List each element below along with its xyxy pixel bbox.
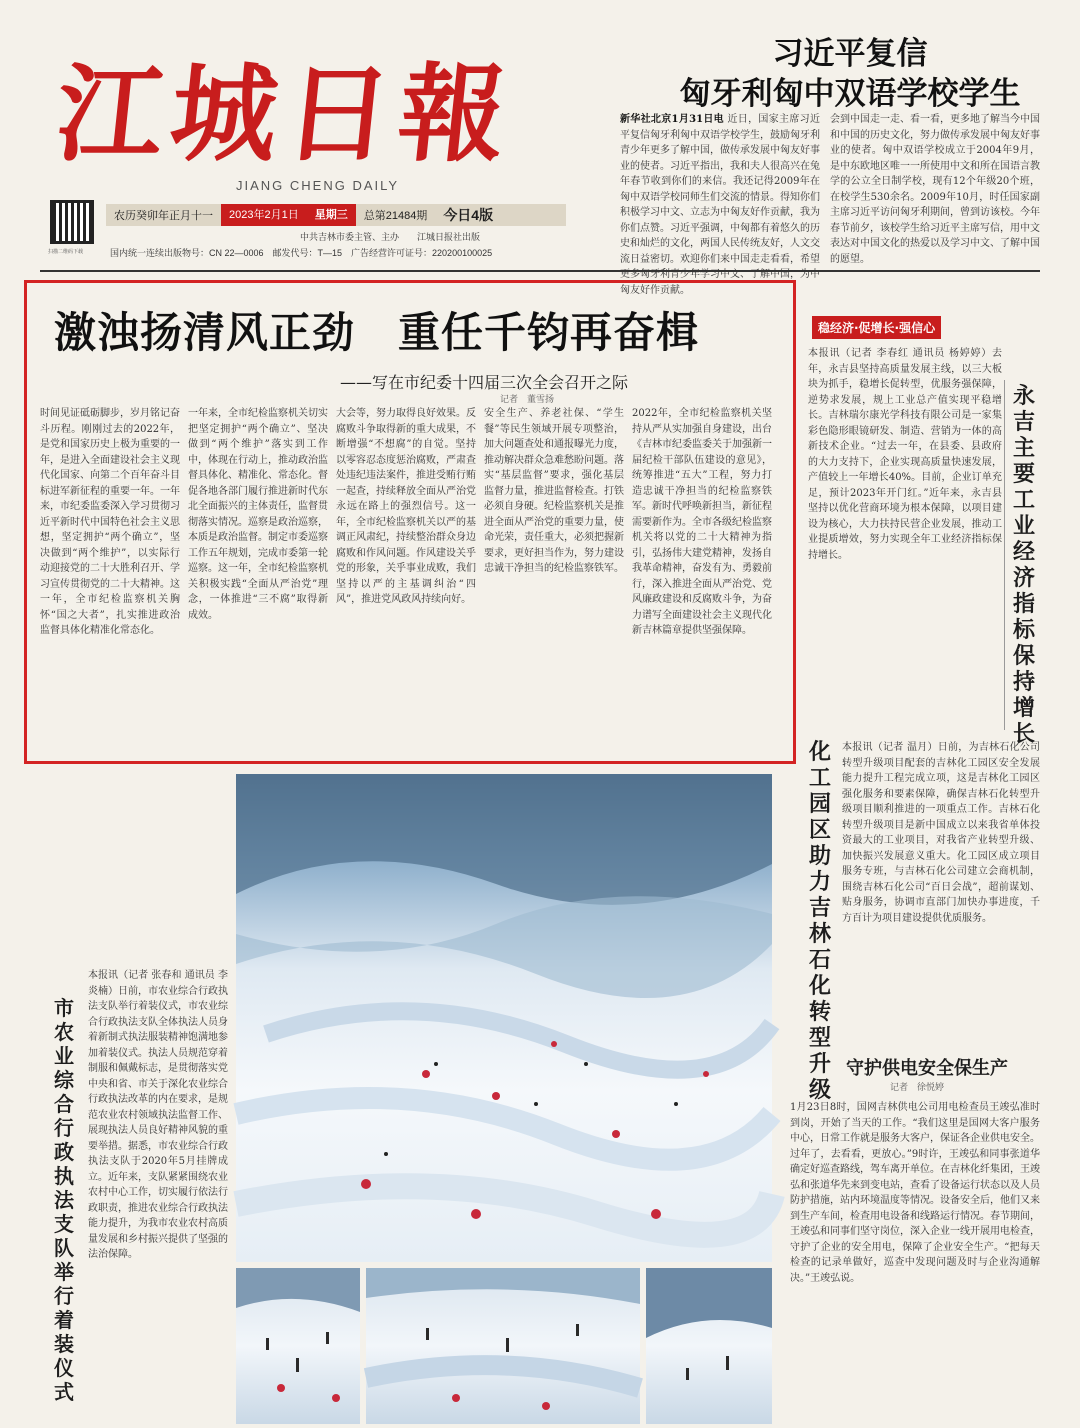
feature-column-4: 安全生产、养老社保、“学生餐”等民生领域开展专项整治，加大问题查处和通报曝光力度，推动解决群众急难愁盼问题。落实“基层监督”要求，强化基层监督力量，推进监督检查。打铁必须自身硬。纪检监察机关是推进全面从严治党的重要力量，使命光荣，责任重大，必须把握新要求，更好担当作为，努力建设忠诚干净担当的纪检监察铁军。 <box>484 408 624 574</box>
feature-subtitle: ——写在市纪委十四届三次全会召开之际 <box>340 373 629 392</box>
masthead <box>48 30 608 193</box>
power-supply-headline: 守护供电安全保生产 <box>846 1058 1008 1079</box>
feature-column-5: 2022年，全市纪检监察机关坚持从严从实加强自身建设，出台《吉林市纪委监委关于加强新一届纪检干部队伍建设的意见》，统筹推进“五大”工程，努力打造忠诚干净担当的纪检监察铁军。新时代呼唤新担当，新征程需要新作为。全市各级纪检监察机关将以党的二十大精神为指引，弘扬伟大建党精神，发扬自我革命精神，奋发有为、勇毅前行，深入推进全面从严治党、党风廉政建设和反腐败斗争，为奋力谱写全面建设社会主义现代化新吉林篇章提供坚强保障。 <box>632 408 772 636</box>
sponsor-line: 中共吉林市委主管、主办 江城日报社出版 <box>300 232 481 242</box>
lead-body-left: 近日，国家主席习近平复信匈牙利匈中双语学校学生，鼓励匈牙利青少年更多了解中国，做传承发展中匈友好事业的使者。习近平指出，我和夫人很高兴在兔年春节收到你们的来信。我还记得2009年在匈中双语学校同师生们交流的情景。得知你们积极学习中文、立志为中匈友好作贡献，我为你们点赞。习近平强调，中匈都有着悠久的历史和灿烂的文化，两国人民传统友好，人文交流日益密切。欢迎你们来中国走走看看，希望更多匈牙利青少年学习中文、了解中国，为中匈友好作贡献。 <box>620 114 820 296</box>
lead-text-left <box>620 112 820 296</box>
lead-headline-line1: 习近平复信 <box>772 36 928 72</box>
snow-figures-illustration-2 <box>366 1268 640 1424</box>
lead-body-right: 会到中国走一走、看一看，更多地了解当今中国和中国的历史文化，努力做传承发展中匈友好事业的使者。匈中双语学校成立于2004年9月，是中东欧地区唯一一所使用中文和所在国语言教学的公立全日制学校，现有12个年级20个班，在校学生530余名。2009年10月，时任国家副主席习近平访问匈牙利期间，曾到访该校。今年春节前夕，该校学生给习近平主席写信，用中文表达对中国文化的热爱以及学习中文、了解中国的愿望。 <box>830 114 1040 265</box>
masthead-pinyin: JIANG CHENG DAILY <box>236 178 400 193</box>
lunar-date: 农历癸卯年正月十一 <box>114 210 213 222</box>
lead-dateline: 新华社北京1月31日电 <box>620 114 724 125</box>
header-divider <box>40 270 1040 272</box>
snow-park-photo <box>236 774 772 1262</box>
snow-photo-small-2 <box>366 1268 640 1424</box>
yongji-vertical-headline: 永吉主要工业经济指标保持增长 <box>1012 384 1035 747</box>
yongji-article-text: 本报讯（记者 李春红 通讯员 杨婷婷）去年，永吉县坚持高质量发展主线，以三大板块为抓手，稳增长促转型，优服务强保障，逆势求发展，规上工业总产值实现平稳增长。吉林瑞尔康光学科技有限公司是一家集彩色隐形眼镜研发、制造、营销为一体的高新技术企业。“过去一年，在县委、县政府的大力支持下，企业实现高质量快速发展，产值较上一年增长40%。目前，企业订单充足，预计2023年开门红。”近年来，永吉县坚持以优化营商环境为根本保障，以项目建设为核心，大力扶持民营企业发展，推动工业提质增效，努力实现全年工业经济指标保持增长。 <box>808 348 1002 561</box>
masthead-title: 江城日報 <box>50 51 520 176</box>
agri-vertical-headline: 市农业综合行政执法支队举行着装仪式 <box>54 996 74 1404</box>
column-divider <box>1004 380 1005 730</box>
snow-park-illustration <box>236 774 772 1262</box>
feature-byline: 记者 董雪扬 <box>500 395 555 405</box>
feature-headline: 激浊扬清风正劲 重任千钧再奋楫 <box>54 308 700 357</box>
snow-photo-small-1 <box>236 1268 360 1424</box>
snow-figures-illustration-1 <box>236 1268 360 1424</box>
chemical-park-article-text: 本报讯（记者 温月）日前，为吉林石化公司转型升级项目配套的吉林化工园区安全发展能力提升工程完成立项，这是吉林化工园区强化服务和要素保障，确保吉林石化转型升级项目顺利推进的一项重点工作。吉林石化转型升级项目是新中国成立以来我省单体投资最大的工业项目，对我省产业转型升级、加快振兴发展意义重大。化工园区成立项目服务专班，与吉林石化公司建立会商机制，围绕吉林石化公司“百日会战”，超前谋划、贴身服务，协调市直部门加快办事进度，千方百计为项目建设提供优质服务。 <box>842 742 1040 924</box>
lead-headline-line2: 匈牙利匈中双语学校学生 <box>679 76 1021 112</box>
agri-article-text: 本报讯（记者 张春和 通讯员 李炎楠）日前，市农业综合行政执法支队举行着装仪式，市农业综合行政执法支队全体执法人员身着新制式执法服装精神饱满地参加着装仪式。执法人员规范穿着制服和佩戴标志，是贯彻落实党中央和省、市关于深化农业综合行政执法改革的内在要求，是规范农业农村领域执法监督工作、展现执法人员良好精神风貌的重要举措。据悉，市农业综合行政执法支队于2020年5月挂牌成立。近年来，支队紧紧围绕农业农村中心工作，切实履行依法行政职责，推进农业综合行政执法能力提升，为我市农业农村高质量发展和乡村振兴提供了坚强的法治保障。 <box>88 970 228 1260</box>
feature-column-2: 一年来，全市纪检监察机关切实把坚定拥护“两个确立”、坚决做到“两个维护”落实到工作中，体现在行动上，推动政治监督具体化、精准化、常态化。督促各地各部门履行推进新时代东北全面振兴的主体责任，监督贯彻落实情况。巡察是政治巡察，本质是政治监督。制定市委巡察工作五年规划，完成市委第一轮巡察。这一年，全市纪检监察机关积极实践“全面从严治党”理念，一体推进“三不腐”取得新成效。 <box>188 408 328 621</box>
publication-number-line: 国内统一连续出版物号：CN 22—0006 邮发代号：T—15 广告经营许可证号：220200100025 <box>110 248 493 258</box>
feature-column-1: 时间见证砥砺脚步，岁月铭记奋斗历程。刚刚过去的2022年，是党和国家历史上极为重要的一年，是进入全面建设社会主义现代化国家、向第二个百年奋斗目标进军新征程的重要一年。一年来，市纪委监委深入学习贯彻习近平新时代中国特色社会主义思想，坚定拥护“两个确立”，坚决做到“两个维护”，以实际行动迎接党的二十大胜利召开、学习宣传贯彻党的二十大精神。这一年，全市纪检监察机关胸怀“国之大者”，扎实推进政治监督具体化精准化常态化。 <box>40 408 180 636</box>
power-supply-article-text: 1月23日8时，国网吉林供电公司用电检查员王竣弘准时到岗，开始了当天的工作。“我们这里是国网大客户服务中心，日常工作就是服务大客户，保证各企业供电安全。过年了，去看看，更放心。”9时许，王竣弘和同事张道华确定好巡查路线，驾车离开单位。在吉林化纤集团，王竣弘和张道华先来到变电站，查看了设备运行状态以及人员防护措施，站内环境温度等情况。设备安全后，他们又来到生产车间，检查用电设备和线路运行情况。春节期间，王竣弘和同事们坚守岗位，深入企业一线开展用电检查，守护了企业的安全用电，保障了企业安全生产。“把每天检查的记录单做好，巡查中发现问题及时与企业沟通解决。”王竣弘说。 <box>790 1102 1040 1284</box>
column-tag: 稳经济·促增长·强信心 <box>812 316 941 339</box>
snow-figures-illustration-3 <box>646 1268 772 1424</box>
publish-date: 2023年2月1日 <box>221 204 307 226</box>
chemical-park-vertical-headline: 化工园区助力吉林石化转型升级 <box>808 740 831 1103</box>
qr-code-icon <box>50 200 94 244</box>
power-supply-byline: 记者 徐悦婷 <box>890 1083 945 1093</box>
dateline-bar <box>106 204 566 226</box>
lead-headline <box>640 34 1060 114</box>
edition-count: 今日4版 <box>443 207 494 223</box>
feature-column-3: 大会等，努力取得良好效果。反腐败斗争取得新的重大成果，不断增强“不想腐”的自觉。坚持以零容忍态度惩治腐败，严肃查处违纪违法案件，推进受贿行贿一起查，持续释放全面从严治党永远在路上的强烈信号。这一年，全市纪检监察机关以严的基调正风肃纪，持续整治群众身边腐败和作风问题。作风建设关乎党的形象，关乎事业成败，我们坚持以严的主基调纠治“四风”，推进党风政风持续向好。 <box>336 408 476 605</box>
qr-caption: 扫描二维码下载 <box>48 249 84 255</box>
issue-number: 总第21484期 <box>363 210 428 222</box>
snow-photo-small-3 <box>646 1268 772 1424</box>
weekday: 星期三 <box>307 204 356 226</box>
